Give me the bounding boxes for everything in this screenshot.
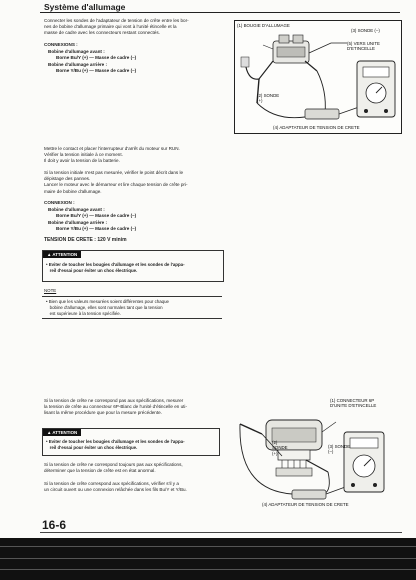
fig1-label-unit: (5) VERS UNITE D'ETINCELLE (347, 41, 380, 52)
fig2-label-probe-plus: (2) SONDE (+) (272, 440, 288, 456)
warning-1-label: ATTENTION (52, 252, 78, 257)
header-rule (40, 12, 400, 13)
warning-triangle-icon-2: ▲ (47, 430, 53, 435)
front-coil-connection-2: Borne Bu/Y (+) — Masse de cadre (–) (56, 213, 137, 218)
front-coil-connection: Borne Bu/Y (+) — Masse de cadre (–) (56, 55, 137, 60)
peak-voltage-spec: TENSION DE CRETE : 120 V minim (44, 237, 127, 243)
connector-measure-paragraph: Si la tension de crête ne correspond pas aux spécifications, mesurer la tension de crête au connecteur 6P-Blanc de l'unité d'étincelle en uti- lisant la même procédure que pour la mesure précédente. (44, 398, 187, 416)
scan-stripe (0, 546, 416, 547)
fig1-label-probe-plus: (2) SONDE (+) (257, 93, 280, 104)
front-coil-label: Bobine d'allumage avant : (48, 49, 105, 54)
warning-triangle-icon: ▲ (47, 252, 53, 257)
scan-bottom-edge (0, 538, 416, 580)
scan-stripe (0, 569, 416, 570)
warning-2-label: ATTENTION (52, 430, 78, 435)
connector-test-illustration (232, 394, 402, 514)
open-circuit-paragraph: Si la tension de crête correspond aux spécifications, vérifier s'il y a un circuit ouvert ou une connexion relâchée dans les fils Bu/Y et Y/Bu. (44, 481, 187, 493)
fig2-label-connector: (1) CONNECTEUR 6P D'UNITE D'ETINCELLE (330, 398, 377, 409)
ignition-check-paragraph: Mettre le contact et placer l'interrupteur d'arrêt du moteur sur RUN. Vérifier la tension initiale à ce moment. Il doit y avoir la tension de la batterie. (44, 146, 180, 164)
note-1-top-rule (42, 296, 222, 297)
coil-test-illustration (235, 21, 401, 133)
warning-2-text: • Eviter de toucher les bougies d'allumage et les sondes de l'appa- reil d'essai pour éviter un choc électrique. (46, 439, 185, 450)
front-coil-label-2: Bobine d'allumage avant : (48, 207, 105, 212)
note-1-text: • Bien que les valeurs mesurées soient différentes pour chaque bobine d'allumage, elles sont normales tant que la tension est supérieure à la tension spécifiée. (46, 299, 170, 316)
warning-1-text: • Eviter de toucher les bougies d'allumage et les sondes de l'appa- reil d'essai pour éviter un choc électrique. (46, 262, 185, 273)
rear-coil-label-2: Bobine d'allumage arrière : (48, 220, 108, 225)
rear-coil-label: Bobine d'allumage arrière : (48, 62, 108, 67)
fig1-label-adapter: (4) ADAPTATEUR DE TENSION DE CRETE (273, 125, 360, 130)
warning-1-header (43, 251, 81, 258)
footer-rule (40, 532, 402, 533)
page-title: Système d'allumage (44, 2, 126, 12)
cranking-paragraph: Si la tension initiale n'est pas mesurée, vérifier le point décrit dans le dépistage des pannes. Lancer le moteur avec le démarreur et lire chaque tension de crête pri- maire de bobine d'allumage. (44, 170, 188, 194)
scan-stripe (0, 558, 416, 559)
rear-coil-connection-2: Borne Y/Bu (+) — Masse de cadre (–) (56, 226, 137, 231)
fig1-label-coil: (1) BOUGIE D'ALLUMAGE (237, 23, 290, 28)
note-1-header: NOTE (44, 288, 57, 293)
note-1-bottom-rule (42, 318, 222, 319)
connexion-title: CONNEXION : (44, 200, 75, 205)
fig2-label-adapter: (4) ADAPTATEUR DE TENSION DE CRETE (262, 502, 349, 507)
fig2-label-probe-minus: (3) SONDE (–) (328, 444, 351, 455)
page-number: 16-6 (42, 518, 67, 532)
connexions-title: CONNEXIONS : (44, 42, 78, 47)
abnormal-voltage-paragraph: Si la tension de crête ne correspond toujours pas aux spécifications, déterminer que la tension de crête est en état anormal. (44, 462, 183, 474)
figure-connector-test-diagram (232, 394, 402, 514)
rear-coil-connection: Borne Y/Bu (+) — Masse de cadre (–) (56, 68, 137, 73)
fig1-label-probe-minus: (3) SONDE (–) (351, 28, 380, 33)
warning-2-header (43, 429, 81, 436)
intro-paragraph: Connecter les sondes de l'adaptateur de tension de crête entre les bor- nes de bobine d'allumage primaire qui vont à l'unité étincelle et la masse de cadre avec les connecteurs restant connectés. (44, 18, 189, 36)
figure-coil-test-diagram (234, 20, 402, 134)
